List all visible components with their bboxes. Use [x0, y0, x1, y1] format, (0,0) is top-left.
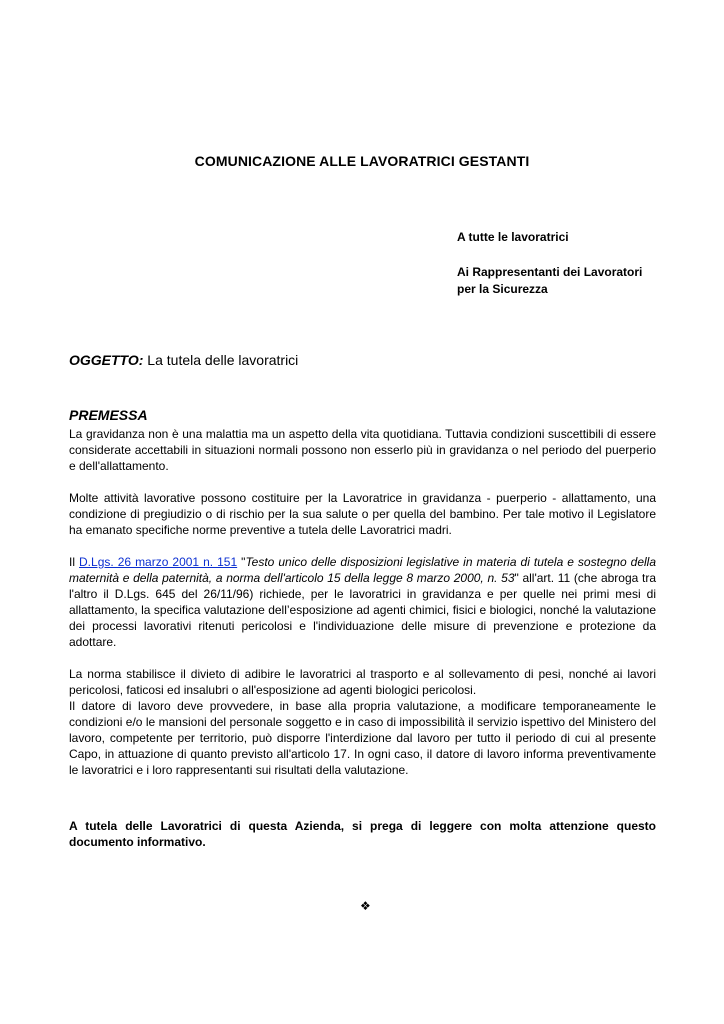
- recipient-all-workers: A tutte le lavoratrici: [457, 230, 569, 244]
- decree-link[interactable]: D.Lgs. 26 marzo 2001 n. 151: [79, 555, 238, 569]
- document-title: COMUNICAZIONE ALLE LAVORATRICI GESTANTI: [194, 153, 530, 169]
- para3-prefix: Il: [69, 555, 80, 569]
- subject-line: [69, 352, 298, 368]
- para3-italic-title: Testo unico delle disposizioni legislative in materia di tutela e sostegno della maternità e della paternità, a norma dell'articolo 15 della legge 8 marzo 2000, n. 53: [69, 555, 656, 585]
- paragraph-1: La gravidanza non è una malattia ma un aspetto della vita quotidiana. Tuttavia condizioni suscettibili di essere considerate accettabili in situazioni normali possono non esserlo più in gravidanza o nel periodo del puerperio e dell'allattamento.: [69, 427, 656, 473]
- body-text: [69, 426, 656, 778]
- ornament-diamond-icon: ❖: [360, 899, 371, 913]
- para3-quote-open: ": [237, 555, 246, 569]
- paragraph-2: Molte attività lavorative possono costituire per la Lavoratrice in gravidanza - puerperio - allattamento, una condizione di pregiudizio o di rischio per la sua salute o per quella del bambino. Per tale motivo il Legislatore ha emanato specifiche norme preventive a tutela delle Lavoratrici madri.: [69, 491, 656, 537]
- premessa-heading: PREMESSA: [69, 407, 148, 423]
- paragraph-5: Il datore di lavoro deve provvedere, in base alla propria valutazione, a modificare temporaneamente le condizioni e/o le mansioni del personale soggetto e in caso di impossibilità il servizio ispettivo del Ministero del lavoro, competente per territorio, può disporre l'interdizione dal lavoro per tutto il periodo di cui al presente Capo, in attuazione di quanto previsto all'articolo 17. In ogni caso, il datore di lavoro informa preventivamente le lavoratrici e i loro rappresentanti sui risultati della valutazione.: [69, 699, 656, 777]
- paragraph-4: La norma stabilisce il divieto di adibire le lavoratrici al trasporto e al sollevamento di pesi, nonché ai lavori pericolosi, faticosi ed insalubri o all'esposizione ad agenti biologici pericolosi.: [69, 667, 656, 697]
- paragraph-3: [69, 554, 656, 650]
- recipients-block: [457, 229, 697, 298]
- recipient-safety: per la Sicurezza: [457, 282, 548, 296]
- para3-rest: " all'art. 11 (che abroga tra l'altro il D.Lgs. 645 del 26/11/96) richiede, per le lavoratrici in gravidanza e per quelle nei primi mesi di allattamento, la specifica valutazione dell’esposizione ad agenti chimici, fisici e biologici, nonché la valutazione dei processi lavorativi ritenuti pericolosi e l'individuazione delle misure di prevenzione e protezione da adottare.: [69, 571, 656, 649]
- final-note: A tutela delle Lavoratrici di questa Azienda, si prega di leggere con molta attenzione questo documento informativo.: [69, 819, 656, 849]
- subject-text: La tutela delle lavoratrici: [143, 352, 299, 368]
- recipient-representatives: Ai Rappresentanti dei Lavoratori: [457, 265, 643, 279]
- subject-label: OGGETTO:: [69, 352, 144, 368]
